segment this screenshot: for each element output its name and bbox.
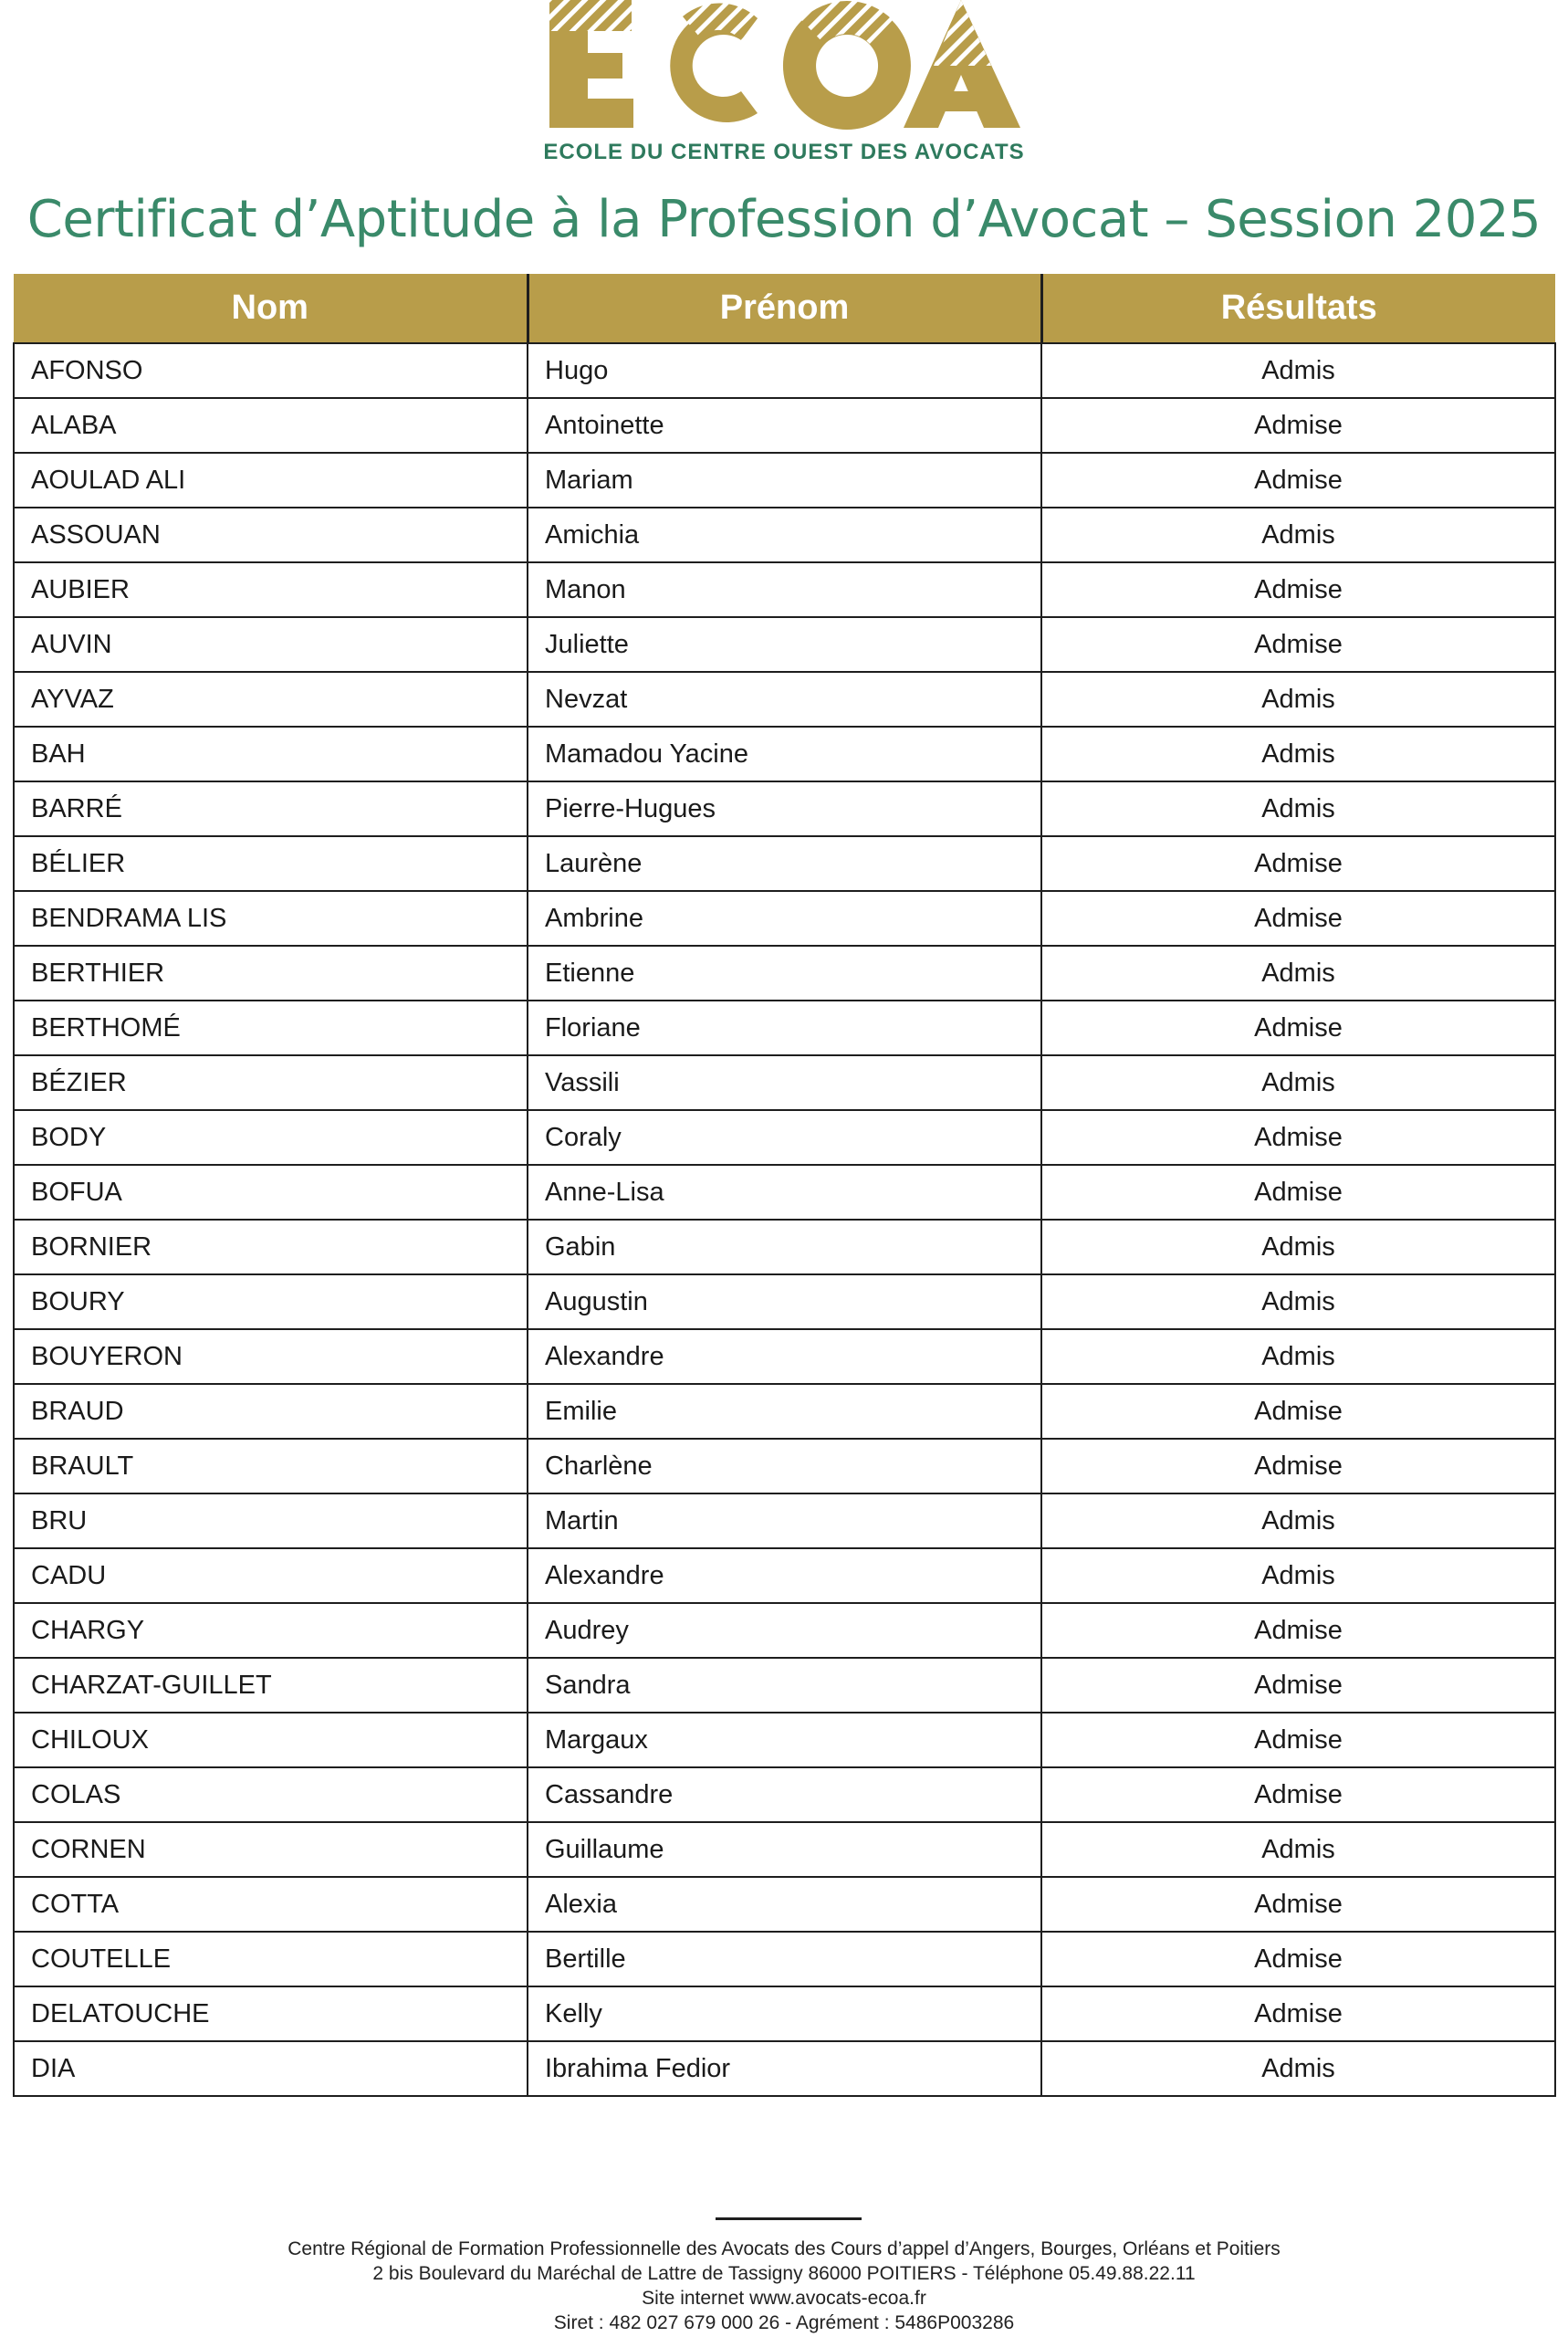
cell-resultat: Admise	[1041, 1603, 1555, 1658]
cell-prenom: Coraly	[528, 1110, 1041, 1165]
cell-resultat: Admise	[1041, 1001, 1555, 1055]
cell-resultat: Admis	[1041, 1329, 1555, 1384]
cell-nom: AFONSO	[14, 343, 528, 398]
page-title: Certificat d’Aptitude à la Profession d’Avocat – Session 2025	[26, 190, 1542, 249]
cell-prenom: Charlène	[528, 1439, 1041, 1493]
cell-nom: BARRÉ	[14, 781, 528, 836]
table-row	[14, 343, 1555, 398]
cell-resultat: Admis	[1041, 727, 1555, 781]
table-row	[14, 1220, 1555, 1274]
table-header-row	[14, 274, 1555, 343]
cell-resultat: Admise	[1041, 398, 1555, 453]
cell-nom: BERTHIER	[14, 946, 528, 1001]
table-row	[14, 1603, 1555, 1658]
table-row	[14, 1110, 1555, 1165]
table-row	[14, 508, 1555, 562]
cell-nom: BÉZIER	[14, 1055, 528, 1110]
cell-resultat: Admise	[1041, 1877, 1555, 1932]
table-row	[14, 1877, 1555, 1932]
cell-resultat: Admise	[1041, 836, 1555, 891]
table-row	[14, 1329, 1555, 1384]
cell-prenom: Mariam	[528, 453, 1041, 508]
cell-resultat: Admise	[1041, 1658, 1555, 1713]
cell-nom: ASSOUAN	[14, 508, 528, 562]
cell-nom: CADU	[14, 1548, 528, 1603]
table-body	[14, 343, 1555, 2096]
cell-prenom: Kelly	[528, 1986, 1041, 2041]
table-row	[14, 1822, 1555, 1877]
cell-nom: BORNIER	[14, 1220, 528, 1274]
table-row	[14, 891, 1555, 946]
cell-nom: DIA	[14, 2041, 528, 2096]
table-row	[14, 398, 1555, 453]
cell-nom: CHARGY	[14, 1603, 528, 1658]
cell-nom: AOULAD ALI	[14, 453, 528, 508]
cell-resultat: Admise	[1041, 1384, 1555, 1439]
table-row	[14, 2041, 1555, 2096]
table-row	[14, 1658, 1555, 1713]
footer-divider	[716, 2217, 862, 2220]
table-row	[14, 1001, 1555, 1055]
cell-prenom: Alexandre	[528, 1548, 1041, 1603]
cell-nom: BOURY	[14, 1274, 528, 1329]
cell-nom: BODY	[14, 1110, 528, 1165]
table-row	[14, 453, 1555, 508]
table-row	[14, 727, 1555, 781]
cell-resultat: Admise	[1041, 1986, 1555, 2041]
cell-resultat: Admise	[1041, 1713, 1555, 1767]
cell-prenom: Margaux	[528, 1713, 1041, 1767]
cell-prenom: Audrey	[528, 1603, 1041, 1658]
cell-resultat: Admis	[1041, 1220, 1555, 1274]
cell-resultat: Admis	[1041, 508, 1555, 562]
cell-resultat: Admise	[1041, 562, 1555, 617]
cell-prenom: Gabin	[528, 1220, 1041, 1274]
cell-prenom: Cassandre	[528, 1767, 1041, 1822]
cell-resultat: Admis	[1041, 1548, 1555, 1603]
cell-resultat: Admis	[1041, 672, 1555, 727]
table-row	[14, 1055, 1555, 1110]
table-row	[14, 1274, 1555, 1329]
cell-resultat: Admis	[1041, 2041, 1555, 2096]
cell-resultat: Admis	[1041, 343, 1555, 398]
cell-prenom: Augustin	[528, 1274, 1041, 1329]
cell-resultat: Admis	[1041, 946, 1555, 1001]
cell-resultat: Admise	[1041, 1110, 1555, 1165]
cell-nom: AYVAZ	[14, 672, 528, 727]
footer-line-3: Site internet www.avocats-ecoa.fr	[642, 2288, 926, 2309]
cell-resultat: Admise	[1041, 891, 1555, 946]
cell-nom: AUBIER	[14, 562, 528, 617]
table-row	[14, 1767, 1555, 1822]
cell-resultat: Admise	[1041, 453, 1555, 508]
cell-prenom: Nevzat	[528, 672, 1041, 727]
cell-nom: COTTA	[14, 1877, 528, 1932]
cell-prenom: Hugo	[528, 343, 1041, 398]
cell-prenom: Ambrine	[528, 891, 1041, 946]
footer	[0, 2237, 1568, 2335]
cell-nom: COUTELLE	[14, 1932, 528, 1986]
cell-prenom: Laurène	[528, 836, 1041, 891]
cell-resultat: Admis	[1041, 1822, 1555, 1877]
footer-line-1: Centre Régional de Formation Professionnelle des Avocats des Cours d’appel d’Angers, Bourges, Orléans et Poitiers	[287, 2238, 1281, 2259]
cell-resultat: Admise	[1041, 1165, 1555, 1220]
cell-nom: AUVIN	[14, 617, 528, 672]
cell-prenom: Anne-Lisa	[528, 1165, 1041, 1220]
table-row	[14, 1932, 1555, 1986]
cell-prenom: Juliette	[528, 617, 1041, 672]
logo-subtitle: ECOLE DU CENTRE OUEST DES AVOCATS	[543, 140, 1025, 164]
table-row	[14, 1165, 1555, 1220]
cell-nom: BÉLIER	[14, 836, 528, 891]
header-nom: Nom	[14, 274, 528, 343]
cell-prenom: Floriane	[528, 1001, 1041, 1055]
table-row	[14, 1986, 1555, 2041]
cell-resultat: Admis	[1041, 781, 1555, 836]
cell-prenom: Antoinette	[528, 398, 1041, 453]
cell-prenom: Alexandre	[528, 1329, 1041, 1384]
header-prenom: Prénom	[528, 274, 1041, 343]
cell-resultat: Admise	[1041, 1767, 1555, 1822]
cell-prenom: Mamadou Yacine	[528, 727, 1041, 781]
table-row	[14, 1493, 1555, 1548]
cell-prenom: Guillaume	[528, 1822, 1041, 1877]
cell-prenom: Bertille	[528, 1932, 1041, 1986]
table-row	[14, 1384, 1555, 1439]
cell-nom: ALABA	[14, 398, 528, 453]
table-row	[14, 1439, 1555, 1493]
cell-nom: BRAUD	[14, 1384, 528, 1439]
table-row	[14, 1548, 1555, 1603]
cell-nom: CORNEN	[14, 1822, 528, 1877]
table-row	[14, 672, 1555, 727]
cell-prenom: Manon	[528, 562, 1041, 617]
cell-prenom: Ibrahima Fedior	[528, 2041, 1041, 2096]
table-row	[14, 836, 1555, 891]
cell-nom: BRU	[14, 1493, 528, 1548]
cell-prenom: Martin	[528, 1493, 1041, 1548]
cell-prenom: Amichia	[528, 508, 1041, 562]
ecoa-logo	[0, 0, 1568, 183]
cell-resultat: Admis	[1041, 1493, 1555, 1548]
cell-prenom: Pierre-Hugues	[528, 781, 1041, 836]
results-table	[13, 274, 1556, 2097]
cell-resultat: Admis	[1041, 1274, 1555, 1329]
cell-nom: BOUYERON	[14, 1329, 528, 1384]
ecoa-wordmark-icon	[546, 0, 1020, 132]
cell-nom: BAH	[14, 727, 528, 781]
cell-resultat: Admise	[1041, 617, 1555, 672]
cell-nom: BRAULT	[14, 1439, 528, 1493]
cell-nom: BOFUA	[14, 1165, 528, 1220]
footer-line-2: 2 bis Boulevard du Maréchal de Lattre de Tassigny 86000 POITIERS - Téléphone 05.49.88.22.11	[372, 2263, 1196, 2284]
table-row	[14, 617, 1555, 672]
cell-resultat: Admis	[1041, 1055, 1555, 1110]
cell-prenom: Etienne	[528, 946, 1041, 1001]
cell-resultat: Admise	[1041, 1932, 1555, 1986]
cell-nom: BENDRAMA LIS	[14, 891, 528, 946]
cell-prenom: Sandra	[528, 1658, 1041, 1713]
cell-nom: CHILOUX	[14, 1713, 528, 1767]
cell-prenom: Emilie	[528, 1384, 1041, 1439]
table-row	[14, 1713, 1555, 1767]
cell-nom: BERTHOMÉ	[14, 1001, 528, 1055]
table-row	[14, 562, 1555, 617]
table-row	[14, 781, 1555, 836]
cell-resultat: Admise	[1041, 1439, 1555, 1493]
cell-nom: COLAS	[14, 1767, 528, 1822]
cell-prenom: Vassili	[528, 1055, 1041, 1110]
header-resultats: Résultats	[1041, 274, 1555, 343]
table-row	[14, 946, 1555, 1001]
footer-line-4: Siret : 482 027 679 000 26 - Agrément : 5486P003286	[553, 2312, 1015, 2333]
cell-nom: DELATOUCHE	[14, 1986, 528, 2041]
cell-nom: CHARZAT-GUILLET	[14, 1658, 528, 1713]
cell-prenom: Alexia	[528, 1877, 1041, 1932]
